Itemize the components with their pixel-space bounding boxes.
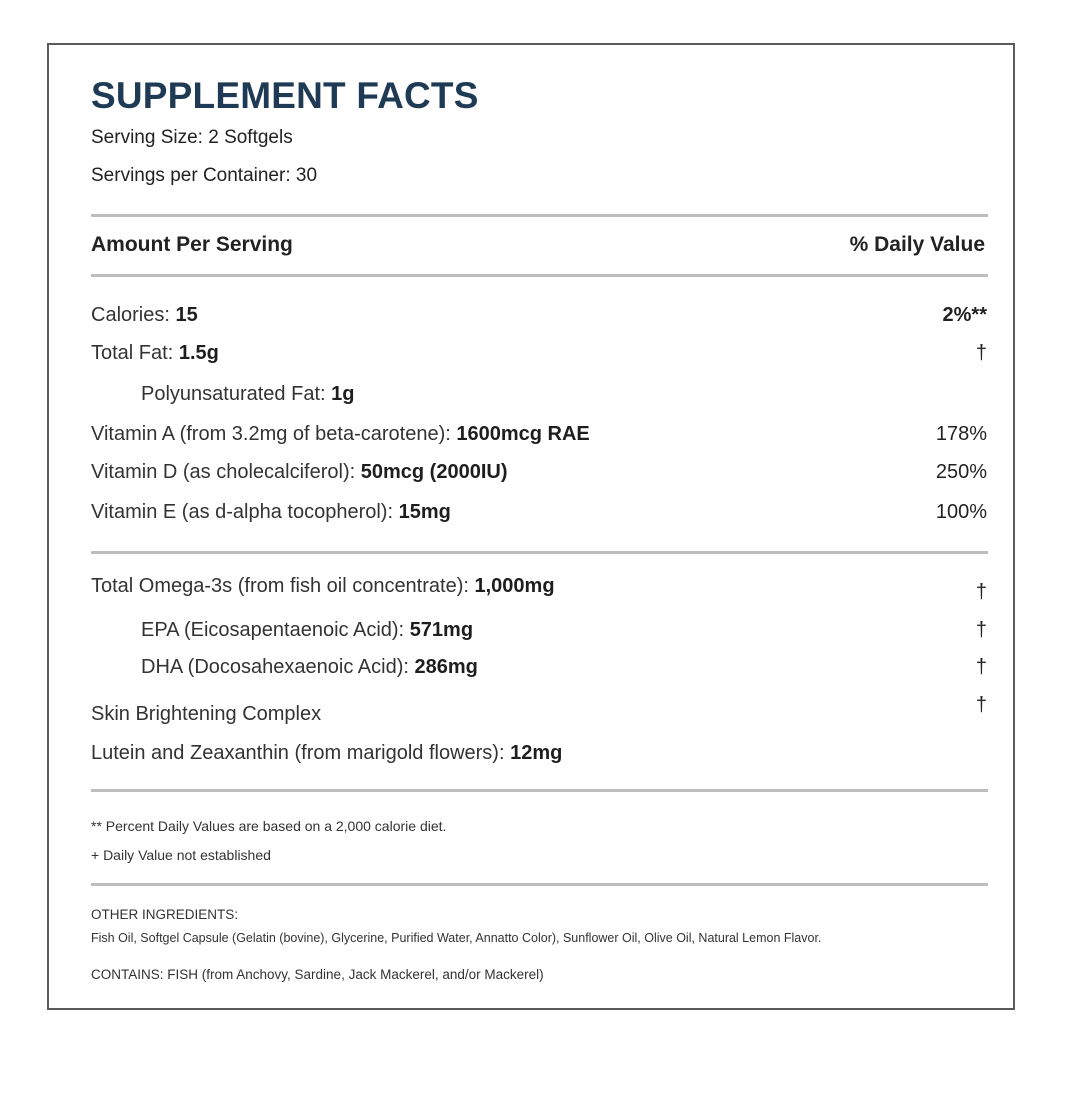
nutrient-label: Lutein and Zeaxanthin (from marigold flowers): 12mg — [91, 742, 563, 764]
supplement-facts-panel — [47, 43, 1015, 1010]
nutrient-amount: 15 — [175, 304, 198, 326]
divider — [91, 274, 988, 277]
daily-value: 178% — [935, 423, 987, 445]
nutrient-amount: 50mcg (2000IU) — [360, 461, 508, 483]
nutrient-label: EPA (Eicosapentaenoic Acid): 571mg — [141, 619, 474, 641]
daily-value: † — [975, 694, 987, 716]
nutrient-amount: 1,000mg — [474, 575, 555, 597]
nutrient-amount: 286mg — [414, 656, 478, 678]
footnote-daily-value-not-established: + Daily Value not established — [91, 847, 271, 863]
daily-value: † — [975, 656, 987, 678]
nutrient-label: Vitamin A (from 3.2mg of beta-carotene): 1600mcg RAE — [91, 423, 590, 445]
nutrient-amount: 1600mcg RAE — [456, 423, 590, 445]
divider — [91, 789, 988, 792]
daily-value: † — [975, 581, 987, 603]
nutrient-row-vitamin-d — [49, 461, 1015, 491]
nutrient-row-total-fat — [49, 342, 1015, 372]
other-ingredients-heading: OTHER INGREDIENTS: — [91, 907, 239, 922]
nutrient-amount: 1g — [331, 383, 355, 405]
amount-per-serving-header: Amount Per Serving — [91, 233, 293, 256]
daily-value-header: % Daily Value — [849, 233, 985, 256]
nutrient-row-lutein — [49, 742, 1015, 772]
panel-title: SUPPLEMENT FACTS — [91, 75, 479, 116]
other-ingredients-text: Fish Oil, Softgel Capsule (Gelatin (bovine), Glycerine, Purified Water, Annatto Color), Sunflower Oil, Olive Oil, Natural Lemon Flavor. — [91, 931, 822, 945]
nutrient-amount: 571mg — [409, 619, 474, 641]
nutrient-row-calories — [49, 304, 1015, 334]
daily-value: 100% — [935, 501, 987, 523]
servings-per-container: Servings per Container: 30 — [91, 165, 318, 186]
nutrient-label: DHA (Docosahexaenoic Acid): 286mg — [141, 656, 478, 678]
nutrient-amount: 15mg — [398, 501, 451, 523]
nutrient-label: Polyunsaturated Fat: 1g — [141, 383, 355, 405]
daily-value: 2%** — [942, 304, 987, 326]
nutrient-row-polyunsaturated-fat — [49, 383, 1015, 413]
serving-size: Serving Size: 2 Softgels — [91, 127, 293, 148]
nutrient-row-dha — [49, 656, 1015, 686]
daily-value: † — [975, 619, 987, 641]
nutrient-label: Vitamin E (as d-alpha tocopherol): 15mg — [91, 501, 451, 523]
nutrient-row-epa — [49, 619, 1015, 649]
nutrient-label: Total Omega-3s (from fish oil concentrate): 1,000mg — [91, 575, 555, 597]
nutrient-label: Calories: 15 — [91, 304, 198, 326]
nutrient-row-vitamin-e — [49, 501, 1015, 531]
nutrient-row-vitamin-a — [49, 423, 1015, 453]
nutrient-amount: 12mg — [510, 742, 563, 764]
nutrient-amount: 1.5g — [178, 342, 219, 364]
nutrient-label: Skin Brightening Complex — [91, 703, 322, 725]
nutrient-row-omega-3 — [49, 575, 1015, 605]
divider — [91, 551, 988, 554]
nutrient-label: Vitamin D (as cholecalciferol): 50mcg (2000IU) — [91, 461, 508, 483]
divider — [91, 883, 988, 886]
footnote-percent-daily-value: ** Percent Daily Values are based on a 2,000 calorie diet. — [91, 818, 447, 834]
daily-value: 250% — [935, 461, 987, 483]
allergen-contains-statement: CONTAINS: FISH (from Anchovy, Sardine, Jack Mackerel, and/or Mackerel) — [91, 967, 544, 982]
daily-value: † — [975, 342, 987, 364]
nutrient-row-skin-brightening — [49, 694, 1015, 733]
divider — [91, 214, 988, 217]
nutrient-label: Total Fat: 1.5g — [91, 342, 219, 364]
